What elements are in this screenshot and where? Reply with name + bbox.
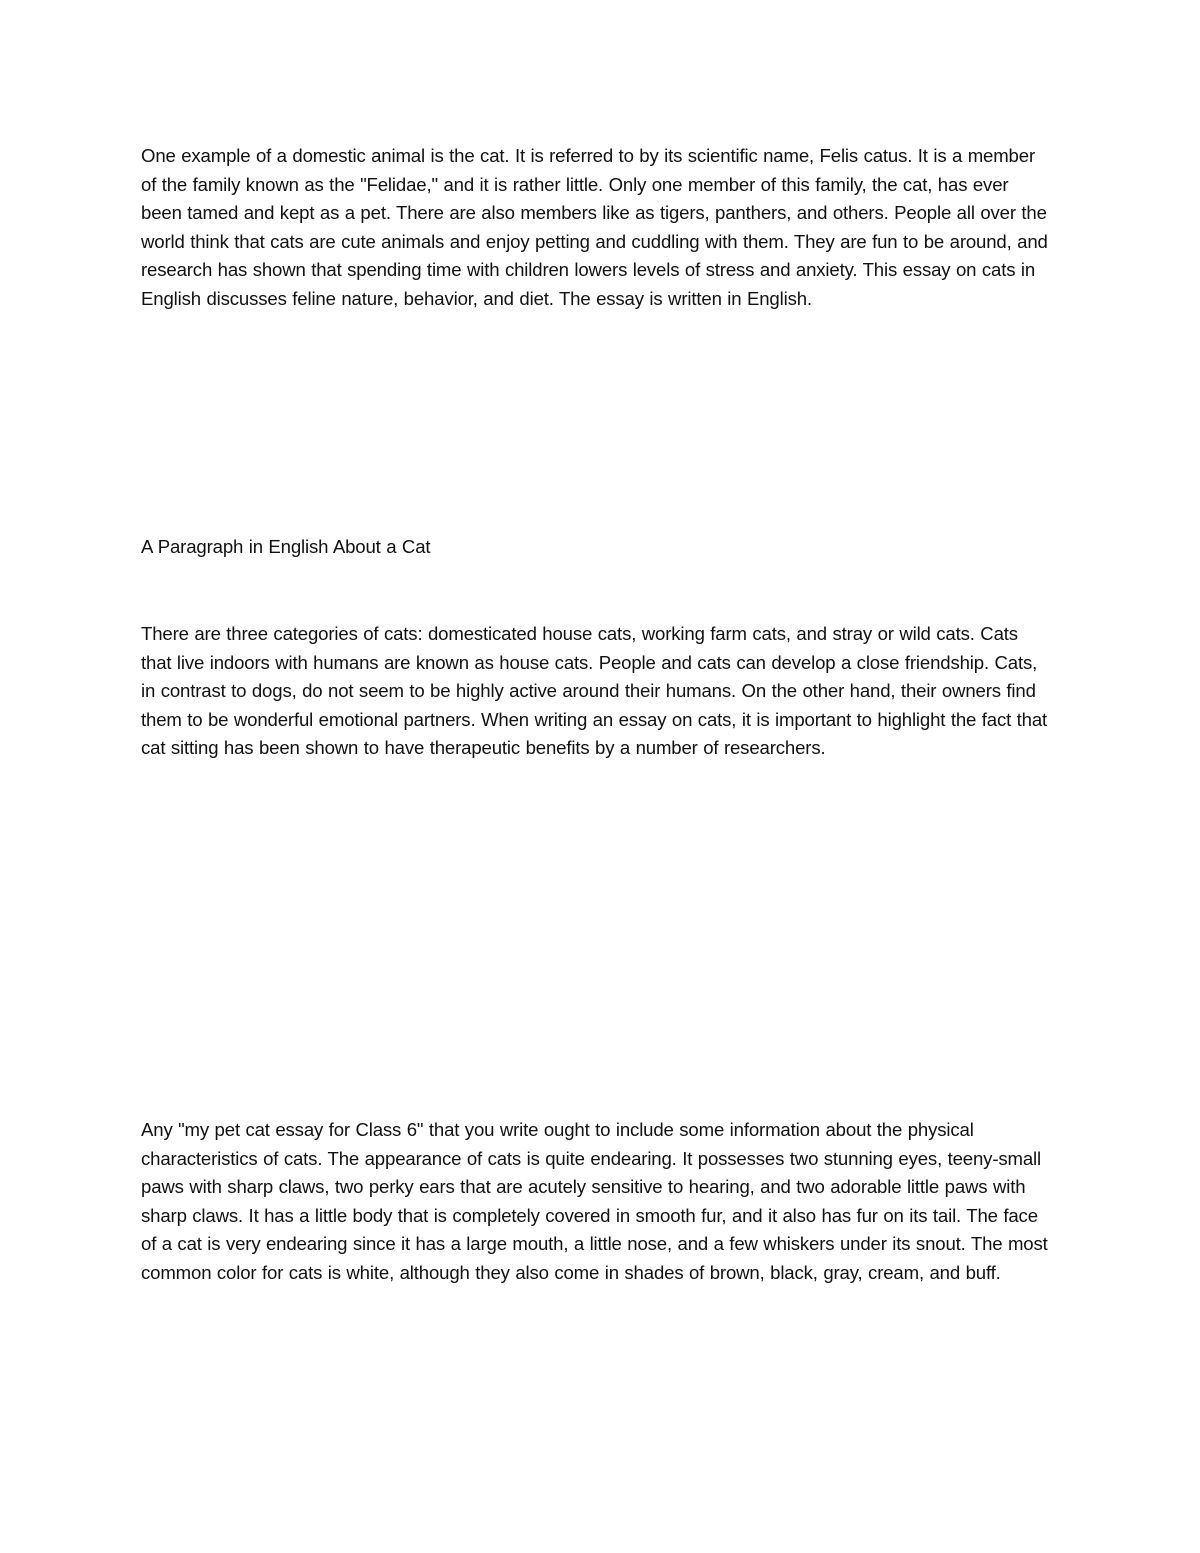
categories-paragraph: There are three categories of cats: domesticated house cats, working farm cats, and stray or wild cats. Cats that live indoors with humans are known as house cats. People and cats can develop a close friendship. Cats, in contrast to dogs, do not seem to be highly active around their humans. On the other hand, their owners find them to be wonderful emotional partners. When writing an essay on cats, it is important to highlight the fact that cat sitting has been shown to have therapeutic benefits by a number of researchers. [141,623,1048,759]
characteristics-paragraph: Any "my pet cat essay for Class 6" that you write ought to include some information about the physical characteristics of cats. The appearance of cats is quite endearing. It possesses two stunning eyes, teeny-small paws with sharp claws, two perky ears that are acutely sensitive to hearing, and two adorable little paws with sharp claws. It has a little body that is completely covered in smooth fur, and it also has fur on its tail. The face of a cat is very endearing since it has a large mouth, a little nose, and a few whiskers under its snout. The most common color for cats is white, although they also come in shades of brown, black, gray, cream, and buff. [141,1119,1048,1283]
section-heading: A Paragraph in English About a Cat [141,536,431,557]
intro-paragraph: One example of a domestic animal is the cat. It is referred to by its scientific name, Felis catus. It is a member of the family known as the "Felidae," and it is rather little. Only one member of this family, the cat, has ever been tamed and kept as a pet. There are also members like as tigers, panthers, and others. People all over the world think that cats are cute animals and enjoy petting and cuddling with them. They are fun to be around, and research has shown that spending time with children lowers levels of stress and anxiety. This essay on cats in English discusses feline nature, behavior, and diet. The essay is written in English. [141,145,1048,309]
